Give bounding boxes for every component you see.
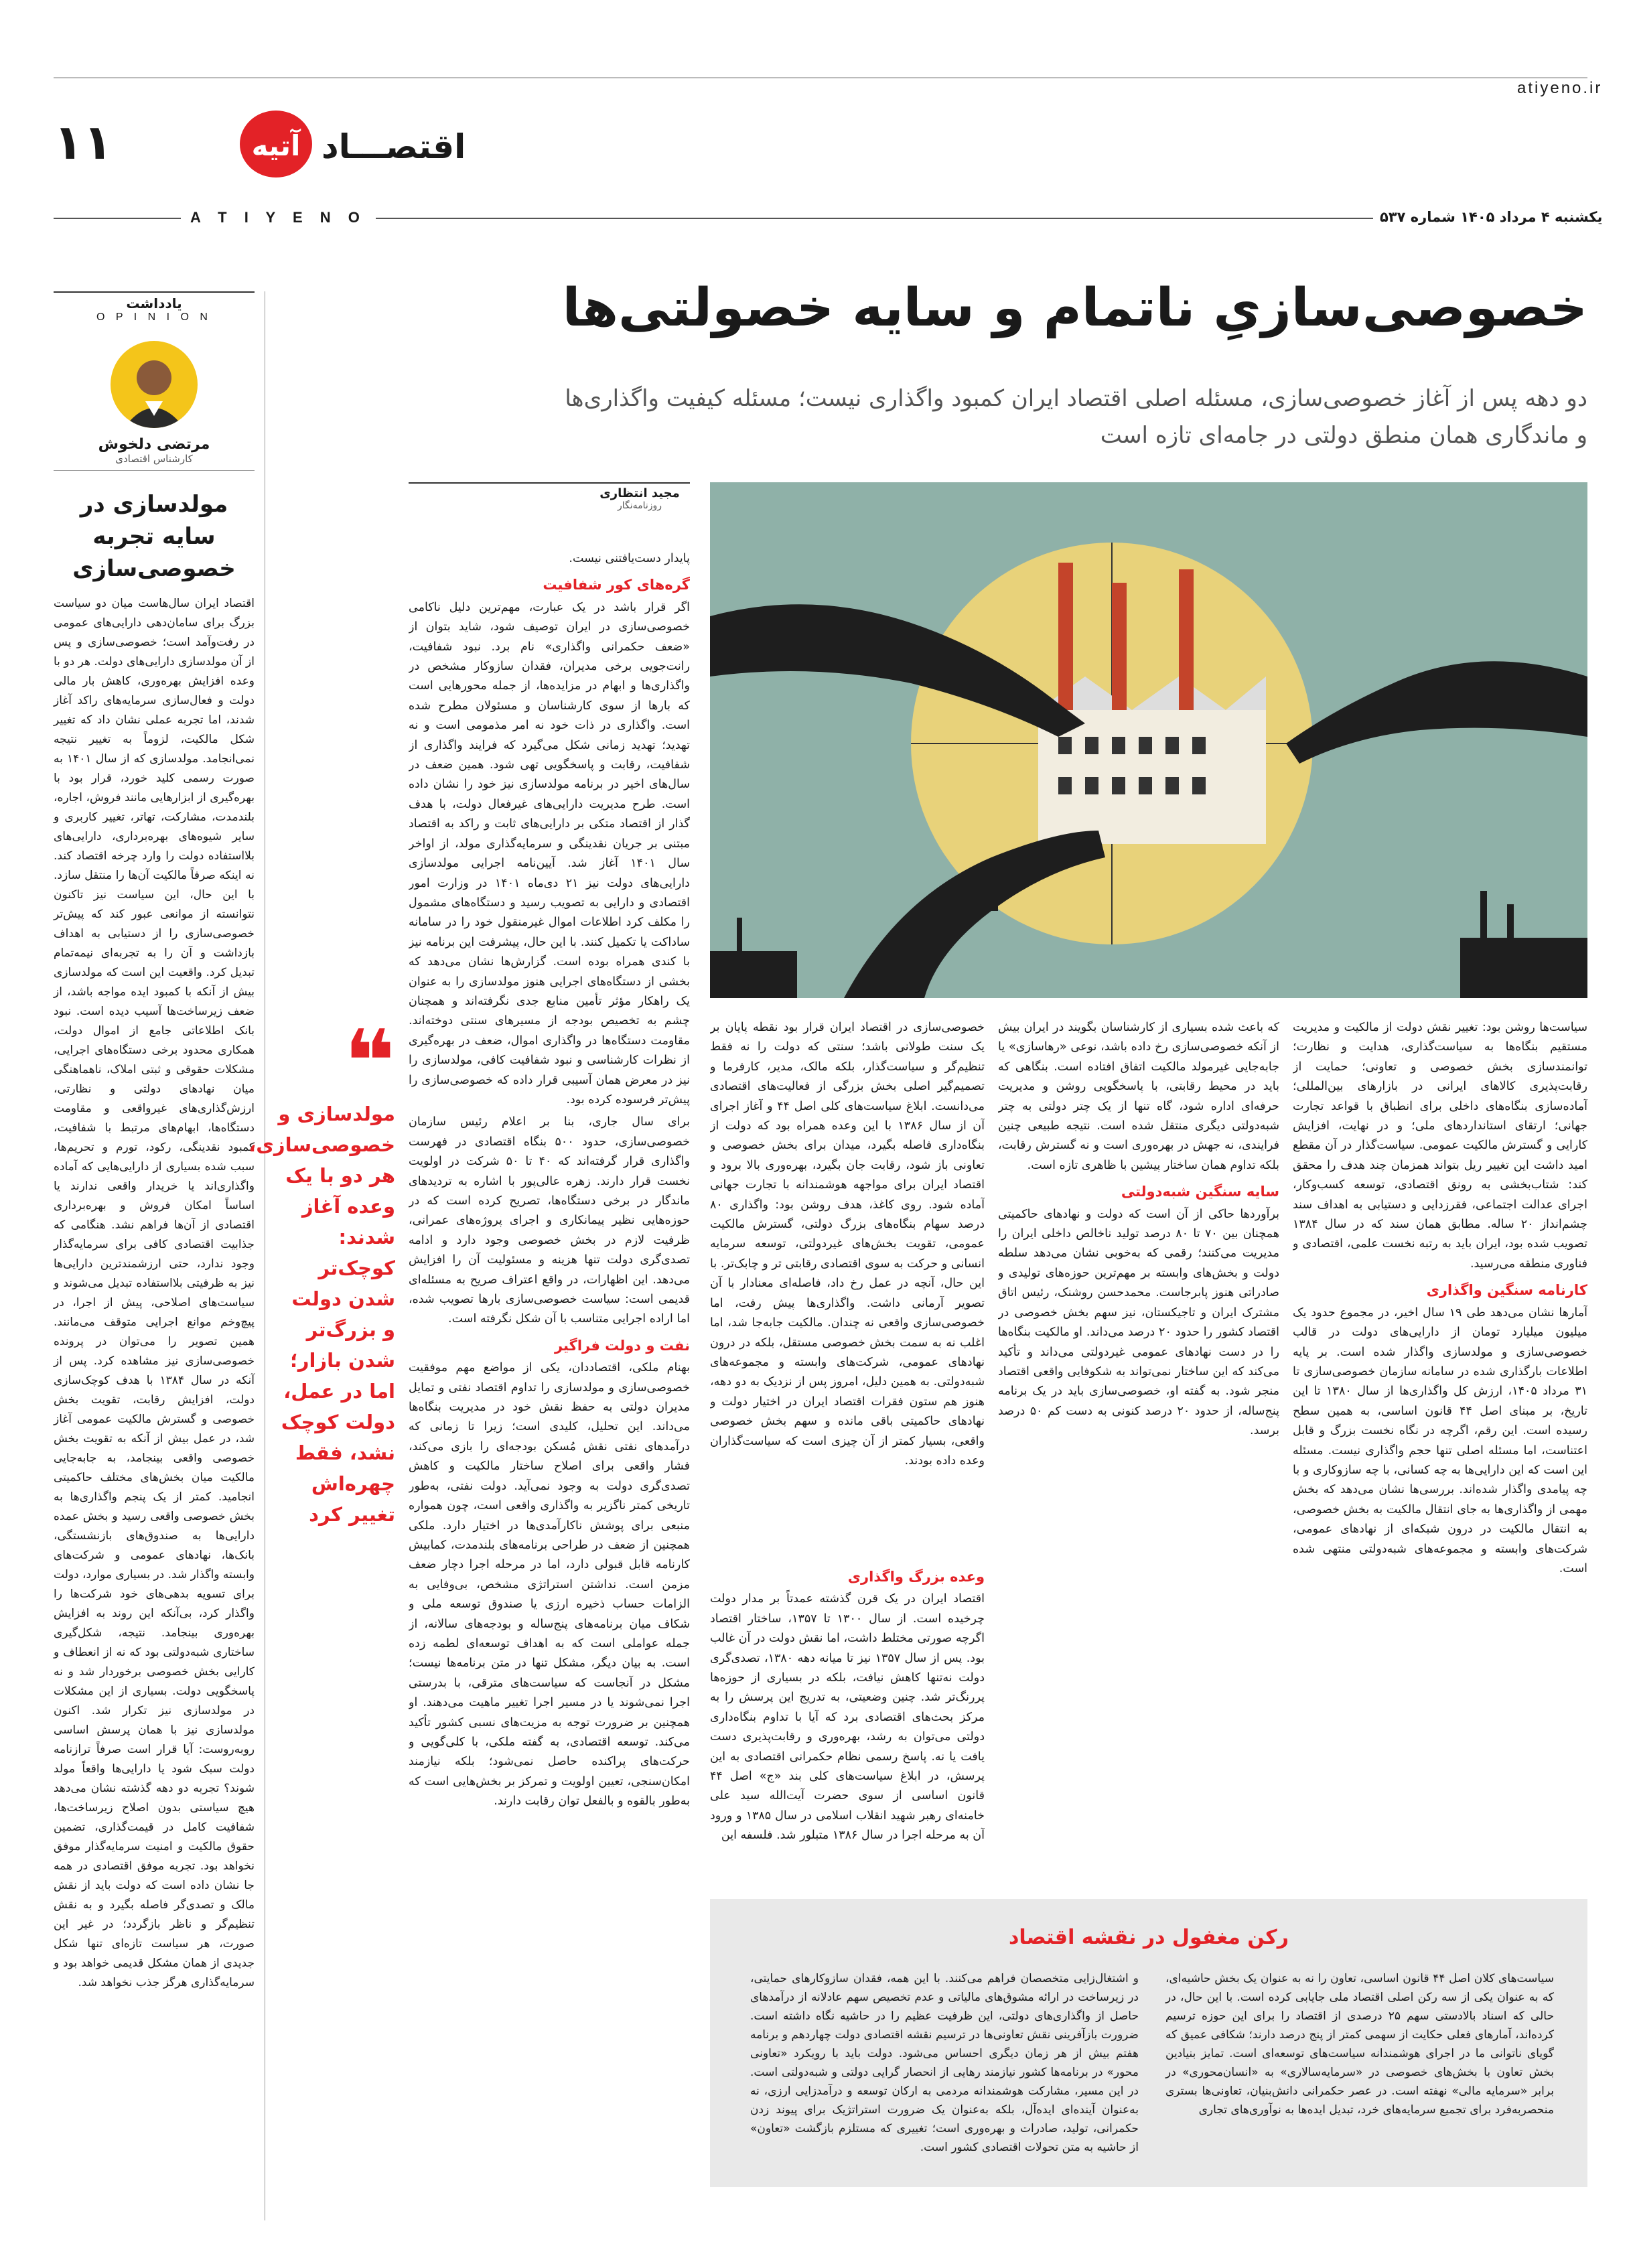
semi-state-body: برآوردها حاکی از آن است که دولت و نهادهای حاکمیتی همچنان بین ۷۰ تا ۸۰ درصد تولید ناخالص داخلی ایران را مدیریت می‌کنند؛ رقمی که به‌خوبی نشان می‌دهد سلطه دولت و بخش‌های وابسته بر مهم‌ترین حوزه‌های تولیدی و صادراتی هنوز پابرجاست. محمدحسن روشنک، رئیس اتاق مشترک ایران و تاجیکستان، نیز سهم بخش خصوصی در اقتصاد کشور را حدود ۲۰ درصد می‌داند. او مالکیت بنگاه‌ها را در دست نهادهای عمومی غیردولتی می‌داند و تأکید می‌کند که این ساختار نمی‌تواند به شکوفایی واقعی اقتصاد منجر شود. به گفته او، خصوصی‌سازی باید در یک برنامه پنج‌ساله، از حدود ۲۰ درصد کنونی به دست کم ۵۰ درصد برسد. — [998, 1207, 1279, 1438]
site-url[interactable]: atiyeno.ir — [1517, 79, 1603, 97]
issue-line: یکشنبه ۴ مرداد ۱۴۰۵ شماره ۵۳۷ — [1373, 209, 1609, 225]
subheading-transparency: گره‌های کور شفافیت — [543, 577, 690, 593]
article-author: مجید انتظاری — [599, 486, 680, 500]
author-portrait-icon — [111, 341, 198, 428]
opinion-title: مولدسازی در سایه تجربه خصوصی‌سازی — [72, 491, 236, 582]
subheading-promise: وعده بزرگ واگذاری — [847, 1569, 985, 1585]
opinion-author-role: کارشناس اقتصادی — [54, 453, 255, 471]
opinion-author: مرتضی دلخوش — [98, 436, 210, 453]
opinion-label: یادداشت — [54, 291, 255, 311]
illustration — [710, 482, 1587, 998]
article-column-2 — [409, 482, 690, 511]
logo[interactable] — [234, 107, 315, 181]
box-title: رکن مغفول در نقشه اقتصاد — [1008, 1926, 1289, 1949]
column-4-text: که باعث شده بسیاری از کارشناسان بگویند در ایران بیش از آنکه خصوصی‌سازی رخ داده باشد، نوعی «رهاسازی» یا جابه‌جایی غیرمولد مالکیت اتفاق افتاده است. بنگاهی که باید در محیط رقابتی، با پاسخگویی روشن و مدیریت حرفه‌ای اداره شود، گاه تنها از یک چتر دولتی به چتر شبه‌دولتی دیگری منتقل شده است. نتیجه طبیعی چنین فرایندی، نه جهش در بهره‌وری است و نه گسترش رقابت، بلکه تداوم همان ساختار پیشین با ظاهری تازه است. — [998, 1021, 1279, 1172]
column-4-body — [998, 1018, 1279, 1902]
subheading-semi-state: سایه سنگین شبه‌دولتی — [1121, 1184, 1279, 1200]
article-lead-2: و ماندگاری همان منطق دولتی در جامه‌ای تازه است — [1100, 422, 1587, 449]
logo-mark-icon — [234, 107, 315, 181]
factory-hands-illustration-icon — [710, 482, 1587, 998]
transparency-body-2: برای سال جاری، بنا بر اعلام رئیس سازمان خصوصی‌سازی، حدود ۵۰۰ بنگاه اقتصادی در فهرست واگذاری قرار گرفته‌اند که ۴۰ تا ۵۰ شرکت در اولویت نخست قرار دارند. زهره عالی‌پور با اشاره به تردیدهای ماندگار در برخی دستگاه‌ها، تصریح کرده است که در حوزه‌هایی نظیر پیمانکاری و اجرای پروژه‌های عمرانی، ظرفیت لازم در بخش خصوصی وجود دارد و ادامه تصدی‌گری دولت تنها هزینه و مسئولیت آن را افزایش می‌دهد. این اظهارات، در واقع اعتراف صریح به مسئله‌ای قدیمی است: سیاست خصوصی‌سازی بارها تصویب شده، اما اراده اجرایی متناسب با آن شکل نگرفته است. — [409, 1115, 690, 1326]
column-intro-block — [710, 1561, 985, 1896]
opinion-panel — [54, 291, 255, 2220]
opinion-author-photo — [111, 341, 198, 428]
transparency-body: اگر قرار باشد در یک عبارت، مهم‌ترین دلیل ناکامی خصوصی‌سازی در ایران توصیف شود، شاید بتوان از «ضعف حکمرانی واگذاری» نام برد. نبود شفافیت، رانت‌جویی برخی مدیران، فقدان سازوکار مشخص در واگذاری‌ها و ابهام در مزایده‌ها، از جمله محورهایی است که بارها از سوی کارشناسان و مسئولان مطرح شده است. واگذاری در ذات خود نه امر مذمومی است و نه تهدید؛ تهدید زمانی شکل می‌گیرد که فرایند واگذاری از شفافیت، رقابت و پاسخگویی تهی شود. همین ضعف در سال‌های اخیر در برنامه مولدسازی نیز خود را نشان داده است. طرح مدیریت دارایی‌های غیرفعال دولت، با هدف گذار از اقتصاد متکی بر دارایی‌های ثابت و راکد به اقتصاد مبتنی بر جریان نقدینگی و سرمایه‌گذاری مولد، از اواخر سال ۱۴۰۱ آغاز شد. آیین‌نامه اجرایی مولدسازی دارایی‌های دولت نیز ۲۱ دی‌ماه ۱۴۰۱ در وزارت امور اقتصادی و دارایی به تصویب رسید و دستگاه‌های مشمول را مکلف کرد اطلاعات اموال غیرمنقول خود را در سامانه ساداکت یا تکمیل کنند. با این حال، پیشرفت این برنامه نیز با کندی همراه بوده است. گزارش‌ها نشان می‌دهد که بخشی از دستگاه‌های اجرایی هنوز مولدسازی را به عنوان یک راهکار مؤثر تأمین منابع جدی نگرفته‌اند و همچنان چشم به تخصیص بودجه از مسیرهای سنتی دوخته‌اند. مقاومت دستگاه‌ها در واگذاری اموال، ضعف در بهره‌گیری از نظرات کارشناسی و نبود شفافیت کافی، مولدسازی را نیز در معرض همان آسیبی قرار داده که خصوصی‌سازی را پیش‌تر فرسوده کرده بود. — [409, 600, 690, 1107]
pull-quote-text: مولدسازی و خصوصی‌سازی، هر دو با یک وعده آغاز شدند: کوچک‌تر شدن دولت و بزرگ‌تر شدن بازار؛ اما در عمل، دولت کوچک نشد، فقط چهره‌اش تغییر کرد — [248, 1103, 395, 1526]
intro-body: خصوصی‌سازی در اقتصاد ایران قرار بود نقطه پایان بر یک سنت طولانی باشد؛ سنتی که دولت را نه فقط تنظیم‌گر و سیاست‌گذار، بلکه مالک، مدیر، کارفرما و تصمیم‌گیر اصلی بخش بزرگی از فعالیت‌های اقتصادی می‌دانست. ابلاغ سیاست‌های کلی اصل ۴۴ و آغاز اجرای آن از سال ۱۳۸۶ با این وعده همراه بود که دولت از بنگاه‌داری فاصله بگیرد، میدان برای بخش خصوصی و تعاونی باز شود، رقابت جان بگیرد، بهره‌وری بالا برود و اقتصاد ایران برای مواجهه هوشمندانه با تجارت جهانی آماده شود. روی کاغذ، هدف روشن بود: واگذاری ۸۰ درصد سهام بنگاه‌های بزرگ دولتی، گسترش مالکیت عمومی، تقویت بخش‌های غیردولتی، توسعه سرمایه انسانی و حرکت به سوی اقتصادی رقابتی تر و چابک‌تر. با این حال، آنچه در عمل رخ داد، فاصله‌ای معنادار با آن تصویر آرمانی داشت. واگذاری‌ها پیش رفت، اما خصوصی‌سازی واقعی نه چندان. مالکیت جابه‌جا شد، اما اغلب نه به سمت بخش خصوصی مستقل، بلکه در درون نهادهای عمومی، شرکت‌های وابسته و مجموعه‌های شبه‌دولتی. به همین دلیل، امروز پس از نزدیک به دو دهه، هنوز هم ستون فقرات اقتصاد ایران در اختیار دولت و نهادهای حاکمیتی باقی مانده و سهم بخش خصوصی واقعی، بسیار کمتر از آن چیزی است که سیاست‌گذاران وعده داده بودند. — [710, 1021, 985, 1468]
box-column-2: و اشتغال‌زایی متخصصان فراهم می‌کنند. با این همه، فقدان سازوکارهای حمایتی، در زیرساخت در ارائه مشوق‌های مالیاتی و عدم تخصیص سهم عادلانه از درآمدهای حاصل از واگذاری‌های دولتی، این ظرفیت عظیم را در حاشیه نگاه داشته است. ضرورت بازآفرینی نقش تعاونی‌ها در ترسیم نقشه اقتصادی دولت چهاردهم و برنامه هفتم بیش از هر زمان دیگری احساس می‌شود. دولت باید با رویکرد «تعاونی محور» در برنامه‌ها کشور نیازمند رهایی از انحصار گرایی دولتی و شبه‌دولتی است. در این مسیر، مشارکت هوشمندانه مردمی به ارکان توسعه و درآمدزایی ارزی، نه به‌عنوان آینده‌ای ایده‌آل، بلکه به‌عنوان یک ضرورت استراتژیک برای پیوند زدن حکمرانی، تولید، صادرات و بهره‌وری است؛ تغییری که مستلزم بازگشت «تعاون» از حاشیه به متن تحولات اقتصادی کشور است. — [750, 1972, 1139, 2154]
column-2-body — [409, 549, 690, 2217]
article-lead-1: دو دهه پس از آغاز خصوصی‌سازی، مسئله اصلی اقتصاد ایران کمبود واگذاری نیست؛ مسئله کیفیت واگذاری‌ها — [565, 385, 1587, 412]
promise-body: اقتصاد ایران در یک قرن گذشته عمدتاً بر مدار دولت چرخیده است. از سال ۱۳۰۰ تا ۱۳۵۷، ساختار اقتصاد اگرچه صورتی مختلط داشت، اما نقش دولت در آن غالب بود. پس از سال ۱۳۵۷ نیز تا میانه دهه ۱۳۸۰، تصدی‌گری دولت نه‌تنها کاهش نیافت، بلکه در بسیاری از حوزه‌ها پررنگ‌تر شد. چنین وضعیتی، به تدریج این پرسش را به مرکز بحث‌های اقتصادی برد که آیا با تداوم بنگاه‌داری دولتی می‌توان به رشد، بهره‌وری و رقابت‌پذیری دست یافت یا نه. پاسخ رسمی نظام حکمرانی اقتصادی به این پرسش، در ابلاغ سیاست‌های کلی بند «ج» اصل ۴۴ قانون اساسی از سوی حضرت آیت‌الله سید علی خامنه‌ای رهبر شهید انقلاب اسلامی در سال ۱۳۸۵ و ورود آن به مرحله اجرا در سال ۱۳۸۶ متبلور شد. فلسفه این — [710, 1592, 985, 1843]
logo-text: آتیه — [251, 129, 301, 162]
subheading-oil: نفت و دولت فراگیر — [554, 1337, 690, 1354]
intro-line: پایدار دست‌یافتنی نیست. — [569, 552, 690, 565]
intro-block — [710, 1018, 985, 1554]
article-author-role: روزنامه‌نگار — [617, 500, 662, 511]
subheading-record: کارنامه سنگین واگذاری — [1426, 1282, 1587, 1299]
header-top-rule — [54, 77, 1587, 78]
wordmark: A T I Y E N O — [181, 209, 376, 226]
opinion-label-en: O P I N I O N — [96, 311, 212, 323]
opinion-body: اقتصاد ایران سال‌هاست میان دو سیاست بزرگ برای سامان‌دهی دارایی‌های عمومی در رفت‌وآمد است؛ خصوصی‌سازی و پس از آن مولدسازی دارایی‌های دولت. هر دو با وعده افزایش بهره‌وری، کاهش بار مالی دولت و فعال‌سازی سرمایه‌های راکد آغاز شدند، اما تجربه عملی نشان داد که تغییر شکل مالکیت، لزوماً به تغییر نتیجه نمی‌انجامد. مولدسازی که از سال ۱۴۰۱ به صورت رسمی کلید خورد، قرار بود با بهره‌گیری از ابزارهایی مانند فروش، اجاره، بلندمدت، مشارکت، تهاتر، تغییر کاربری و سایر شیوه‌های بهره‌برداری، دارایی‌های بلااستفاده دولت را وارد چرخه اقتصاد کند. نه اینکه صرفاً مالکیت آن‌ها را منتقل سازد. با این حال، این سیاست نیز تاکنون نتوانسته از موانعی عبور کند که پیش‌تر خصوصی‌سازی را از دستیابی به اهداف بازداشت و آن را به تجربه‌ای نیمه‌تمام تبدیل کرد. واقعیت این است که مولدسازی بیش از آنکه با کمبود ایده مواجه باشد، از ضعف زیرساخت‌ها آسیب دیده است. نبود بانک اطلاعاتی جامع از اموال دولت، همکاری محدود برخی دستگاه‌های اجرایی، مشکلات حقوقی و ثبتی املاک، ناهماهنگی میان نهادهای دولتی و نظارتی، ارزش‌گذاری‌های غیرواقعی و مقاومت دستگاه‌ها، ابهام‌های مرتبط با شفافیت، کمبود نقدینگی، رکود، تورم و تحریم‌ها، سبب شده بسیاری از دارایی‌هایی که آماده واگذاری‌اند یا خریدار واقعی ندارند یا اساساً امکان فروش و بهره‌برداری اقتصادی از آن‌ها فراهم نشد. هنگامی که جذابیت اقتصادی کافی برای سرمایه‌گذار وجود ندارد، حتی ارزشمندترین دارایی‌ها نیز به ظرفیتی بلااستفاده تبدیل می‌شوند و سیاست‌های اصلاحی، پیش از اجرا، در پیچ‌وخم موانع اجرایی متوقف می‌مانند. همین تصویر را می‌توان در پرونده خصوصی‌سازی نیز مشاهده کرد. پس از آنکه در سال ۱۳۸۴ با هدف کوچک‌سازی دولت، افزایش رقابت، تقویت بخش خصوصی و گسترش مالکیت عمومی آغاز شد، در عمل بیش از آنکه به تقویت بخش خصوصی واقعی بینجامد، به جابه‌جایی مالکیت میان بخش‌های مختلف حاکمیتی انجامید. کمتر از یک پنجم واگذاری‌ها به بخش خصوصی واقعی رسید و بخش عمده دارایی‌ها به صندوق‌های بازنشستگی، بانک‌ها، نهادهای عمومی و شرکت‌های وابسته واگذار شد. در بسیاری موارد، دولت برای تسویه بدهی‌های خود شرکت‌ها را واگذار کرد، بی‌آنکه این روند به افزایش بهره‌وری بینجامد. نتیجه، شکل‌گیری ساختاری شبه‌دولتی بود که نه از انعطاف و کارایی بخش خصوصی برخوردار شد و نه پاسخگویی دولت. بسیاری از این مشکلات در مولدسازی نیز تکرار شد. اکنون مولدسازی نیز با همان پرسش اساسی روبه‌روست: آیا قرار است صرفاً ترازنامه دولت سبک شود یا دارایی‌ها واقعاً مولد شوند؟ تجربه دو دهه گذشته نشان می‌دهد هیچ سیاستی بدون اصلاح زیرساخت‌ها، شفافیت کامل در قیمت‌گذاری، تضمین حقوق مالکیت و امنیت سرمایه‌گذار موفق نخواهد بود. تجربه موفق اقتصادی در همه جا نشان داده است که دولت باید از نقش مالک و تصدی‌گر فاصله بگیرد و به نقش تنظیم‌گر و ناظر بازگردد؛ در غیر این صورت، هر سیاست تازه‌ای تنها شکل جدیدی از همان مشکل قدیمی خواهد بود و سرمایه‌گذاری هرگز جذب نخواهد شد. — [54, 597, 255, 1989]
section-title: اقتصـــاد — [322, 127, 466, 166]
cooperative-box — [710, 1899, 1587, 2187]
page-number: ۱۱ — [54, 114, 113, 170]
pull-quote — [248, 1011, 395, 1530]
record-body: آمارها نشان می‌دهد طی ۱۹ سال اخیر، در مجموع حدود یک میلیون میلیارد تومان از دارایی‌های دولت در قالب خصوصی‌سازی و مولدسازی واگذار شده است. بر پایه اطلاعات بارگذاری شده در سامانه سازمان خصوصی‌سازی تا ۳۱ مرداد ۱۴۰۵، ارزش کل واگذاری‌ها از سال ۱۳۸۰ تا این تاریخ، بر مبنای اصل ۴۴ قانون اساسی، به همین سطح رسیده است. این رقم، اگرچه در نگاه نخست بزرگ و قابل اعتناست، اما مسئله اصلی تنها حجم واگذاری نیست. مسئله این است که این دارایی‌ها به چه کسانی، با چه سازوکاری و با چه پیامدی واگذار شده‌اند. بررسی‌ها نشان می‌دهد که بخش مهمی از واگذاری‌ها به جای انتقال مالکیت به بخش خصوصی، به انتقال مالکیت در درون شبکه‌ای از نهادهای عمومی، شرکت‌های وابسته و مجموعه‌های شبه‌دولتی منتهی شده است. — [1293, 1305, 1587, 1575]
column-policy-goals-and-record-body — [1293, 1018, 1587, 1902]
oil-body: بهنام ملکی، اقتصاددان، یکی از مواضع مهم موفقیت خصوصی‌سازی و مولدسازی را تداوم اقتصاد نفتی و تمایل مدیران دولتی به حفظ نقش خود در مدیریت بنگاه‌ها می‌داند. این تحلیل، کلیدی است؛ زیرا تا زمانی که درآمدهای نفتی نقش مُسکن بودجه‌ای را بازی می‌کند، فشار واقعی برای اصلاح ساختار مالکیت و کاهش تصدی‌گری دولت به وجود نمی‌آید. دولت نفتی، به‌طور تاریخی کمتر ناگزیر به واگذاری واقعی است، چون همواره منبعی برای پوشش ناکارآمدی‌ها در اختیار دارد. ملکی همچنین از ضعف در طراحی برنامه‌های بلندمدت، کمابیش کارنامه قابل قبولی دارد، اما در مرحله اجرا دچار ضعف مزمن است. نداشتن استراتژی مشخص، بی‌وفایی به الزامات حساب ذخیره ارزی یا صندوق توسعه ملی و شکاف میان برنامه‌های پنج‌ساله و بودجه‌های سالانه، از جمله عواملی است که به اهداف توسعه‌ای لطمه زده است. به بیان دیگر، مشکل تنها در متن برنامه‌ها نیست؛ مشکل در آنجاست که سیاست‌های مترقی، با بدرستی اجرا نمی‌شوند یا در مسیر اجرا تغییر ماهیت می‌دهند. او همچنین بر ضرورت توجه به مزیت‌های نسبی کشور تأکید می‌کند. توسعه اقتصادی، به گفته ملکی، با کلی‌گویی و حرکت‌های پراکنده حاصل نمی‌شود؛ بلکه نیازمند امکان‌سنجی، تعیین اولویت و تمرکز بر بخش‌هایی است که به‌طور بالقوه و بالفعل توان رقابت دارند. — [409, 1361, 690, 1809]
quote-mark-icon: ❝ — [344, 1011, 395, 1113]
policy-goals-text: سیاست‌ها روشن بود: تغییر نقش دولت از مالکیت و مدیریت مستقیم بنگاه‌ها به سیاست‌گذاری، هدایت و نظارت؛ توانمندسازی بخش خصوصی و تعاونی؛ حمایت از رقابت‌پذیری کالاهای ایرانی در بازارهای بین‌المللی؛ آماده‌سازی بنگاه‌های داخلی برای انطباق با قواعد تجارت جهانی؛ ارتقای استانداردهای ملی؛ و در نهایت، افزایش کارایی و گسترش مالکیت عمومی. سیاست‌گذار در آن مقطع امید داشت این تغییر ریل بتواند همزمان چند هدف را محقق کند: شتاب‌بخشی به رونق اقتصادی، توسعه کسب‌وکار، اجرای عدالت اجتماعی، فقرزدایی و دستیابی به اهداف سند چشم‌انداز ۲۰ ساله. مطابق همان سند که در سال ۱۳۸۴ تصویب شده بود، ایران باید به رتبه نخست علمی، اقتصادی و فناوری منطقه می‌رسید. — [1293, 1021, 1587, 1271]
box-column-1: سیاست‌های کلان اصل ۴۴ قانون اساسی، تعاون را نه به عنوان یک بخش حاشیه‌ای، که به عنوان یکی از سه رکن اصلی اقتصاد ملی جایابی کرده است. با این حال، در حالی که اسناد بالادستی سهم ۲۵ درصدی از اقتصاد را برای این حوزه ترسیم کرده‌اند، آمارهای فعلی حکایت از سهمی کمتر از پنج درصد دارند؛ شکافی عمیق که گویای ناتوانی ما در اجرای هوشمندانه سیاست‌های توسعه‌ای است. تمایز بنیادین بخش تعاون با بخش‌های خصوصی در «سرمایه‌سالاری» به «انسان‌محوری» در برابر «سرمایه مالی» نهفته است. در عصر حکمرانی دانش‌بنیان، تعاونی‌ها بستری منحصربه‌فرد برای تجمیع سرمایه‌های خرد، تبدیل ایده‌ها به نوآوری‌های تجاری — [1165, 1972, 1554, 2117]
article-title: خصوصی‌سازیِ ناتمام و سایه خصولتی‌ها — [562, 278, 1587, 338]
